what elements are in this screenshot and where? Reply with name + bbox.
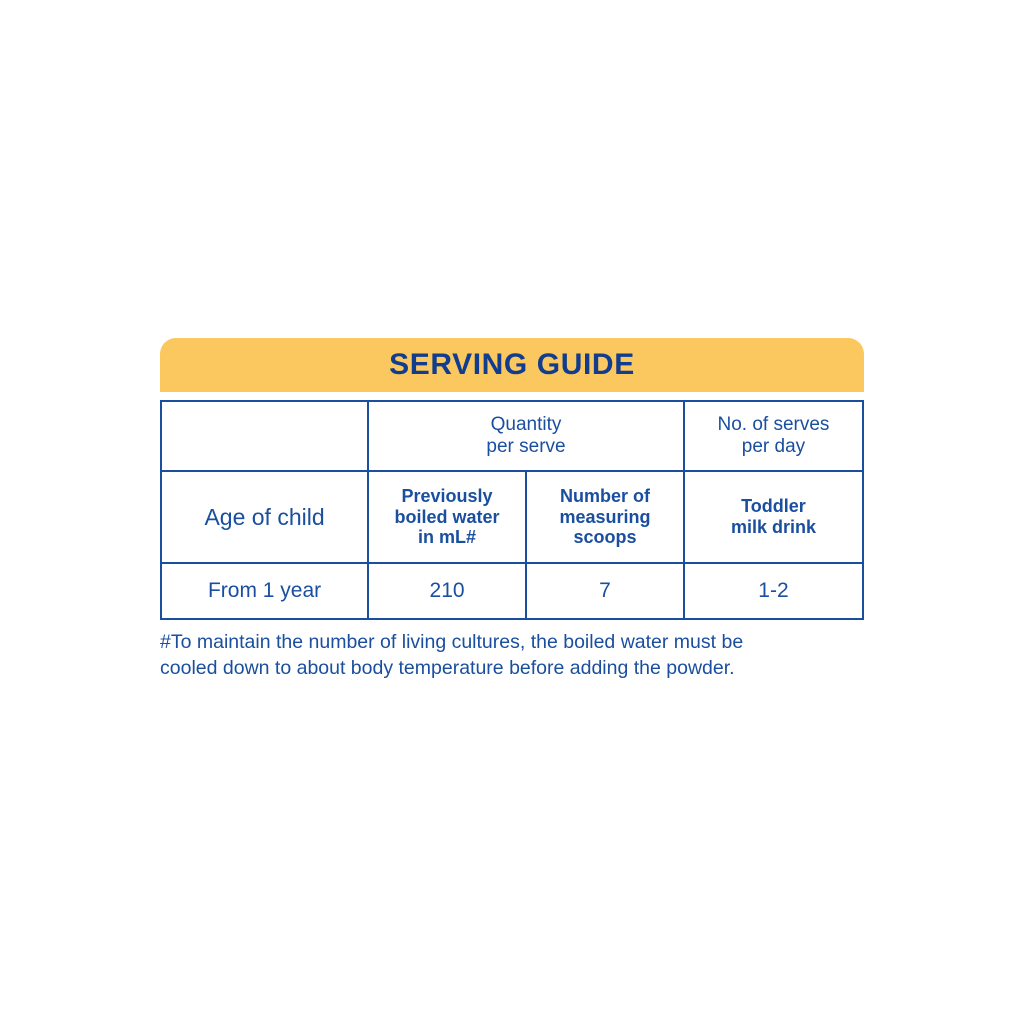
water-line-2: boiled water bbox=[394, 506, 500, 527]
footnote-marker: # bbox=[160, 631, 171, 653]
table-header-row-group bbox=[161, 401, 863, 471]
cell-scoops: 7 bbox=[526, 563, 684, 619]
serving-guide-banner bbox=[160, 338, 864, 392]
cell-water-ml: 210 bbox=[368, 563, 526, 619]
scoops-line-1: Number of bbox=[559, 485, 650, 506]
footnote bbox=[160, 630, 860, 681]
table-header-measuring-scoops bbox=[526, 471, 684, 563]
cell-serves: 1-2 bbox=[684, 563, 863, 619]
serves-line-1: No. of serves bbox=[717, 414, 830, 436]
page-title: SERVING GUIDE bbox=[389, 348, 635, 381]
table-header-blank bbox=[161, 401, 368, 471]
quantity-line-2: per serve bbox=[486, 436, 566, 457]
drink-line-2: milk drink bbox=[730, 517, 816, 537]
water-line-3: in mL# bbox=[418, 527, 477, 548]
serving-guide-table bbox=[160, 400, 864, 620]
cell-age: From 1 year bbox=[161, 563, 368, 619]
footnote-line-1: To maintain the number of living cultures, the boiled water must be bbox=[170, 631, 744, 653]
table-header-boiled-water bbox=[368, 471, 526, 563]
water-line-1: Previously bbox=[401, 485, 493, 506]
drink-line-1: Toddler bbox=[741, 496, 806, 517]
footnote-line-2: cooled down to about body temperature before adding the powder. bbox=[160, 656, 735, 679]
table-header-quantity-per-serve bbox=[368, 401, 684, 471]
serving-guide-panel bbox=[160, 338, 864, 681]
scoops-line-2: measuring bbox=[559, 506, 651, 527]
table-row bbox=[161, 563, 863, 619]
table-header-serves-per-day bbox=[684, 401, 863, 471]
table-header-age-of-child: Age of child bbox=[161, 471, 368, 563]
serves-line-2: per day bbox=[741, 436, 806, 457]
table-header-toddler-milk-drink bbox=[684, 471, 863, 563]
quantity-line-1: Quantity bbox=[490, 414, 562, 436]
scoops-line-3: scoops bbox=[573, 527, 637, 548]
table-header-row-sub bbox=[161, 471, 863, 563]
